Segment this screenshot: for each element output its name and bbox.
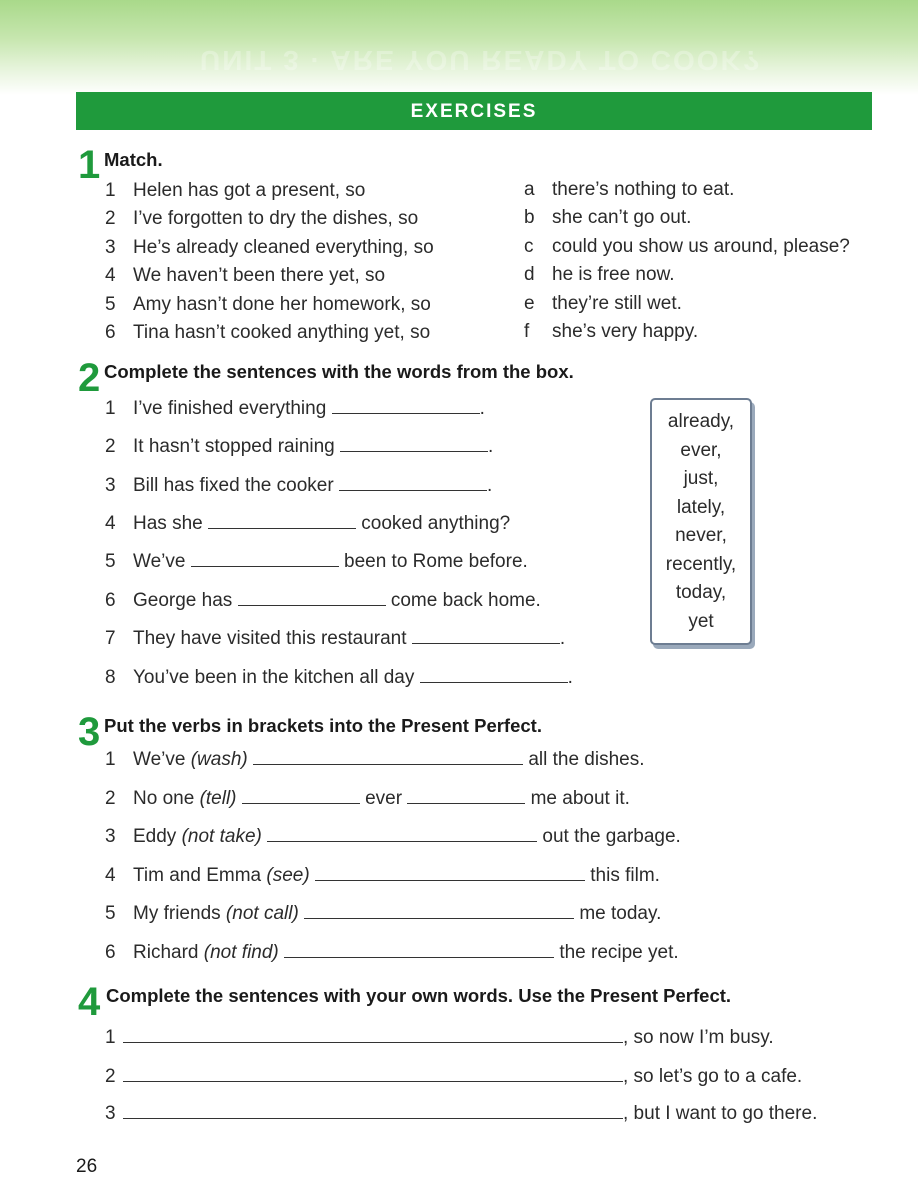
fill-in-sentence: They have visited this restaurant . — [133, 628, 566, 649]
exercise-1-title: Match. — [104, 149, 163, 170]
answer-blank[interactable] — [242, 789, 360, 804]
list-item-letter: a — [524, 179, 535, 200]
exercise-3-number: 3 — [78, 710, 101, 754]
verb-sentence: No one (tell) ever me about it. — [133, 788, 630, 809]
word-box-word: just, — [683, 468, 719, 489]
list-item-number: 3 — [105, 826, 116, 847]
list-item-number: 1 — [105, 749, 116, 770]
exercise-4-number: 4 — [78, 980, 101, 1024]
list-item-number: 3 — [105, 237, 116, 258]
answer-blank[interactable] — [267, 827, 537, 842]
list-item-number: 1 — [105, 1027, 116, 1048]
word-box-word: recently, — [665, 553, 737, 575]
open-sentence: , but I want to go there. — [123, 1103, 817, 1125]
match-left-item: We haven’t been there yet, so — [133, 265, 386, 286]
answer-blank[interactable] — [123, 1028, 623, 1043]
verb-sentence: Richard (not find) the recipe yet. — [133, 942, 679, 963]
fill-in-sentence: We’ve been to Rome before. — [133, 551, 528, 572]
answer-blank[interactable] — [420, 668, 568, 683]
list-item-number: 4 — [105, 265, 116, 286]
list-item-number: 6 — [105, 322, 116, 343]
answer-blank[interactable] — [284, 943, 554, 958]
answer-blank[interactable] — [123, 1104, 623, 1119]
word-box-word: today, — [675, 582, 727, 603]
exercise-2-number: 2 — [78, 356, 101, 400]
match-right-item: she’s very happy. — [552, 321, 699, 342]
word-box — [650, 398, 752, 645]
answer-blank[interactable] — [340, 437, 488, 452]
exercise-3-title: Put the verbs in brackets into the Present Perfect. — [104, 715, 542, 736]
list-item-number: 2 — [105, 208, 116, 229]
word-box-word: never, — [675, 525, 727, 546]
mirrored-bleed-through-heading: UNIT 3 · ARE YOU READY TO COOK? — [200, 45, 762, 76]
match-right-item: they’re still wet. — [552, 293, 682, 314]
match-right-item: could you show us around, please? — [552, 236, 850, 257]
list-item-number: 2 — [105, 1066, 116, 1087]
exercises-header: EXERCISES — [76, 92, 872, 130]
answer-blank[interactable] — [339, 476, 487, 491]
answer-blank[interactable] — [315, 866, 585, 881]
list-item-number: 1 — [105, 398, 116, 419]
match-right-item: there’s nothing to eat. — [552, 179, 735, 200]
fill-in-sentence: George has come back home. — [133, 590, 541, 611]
exercise-2-title: Complete the sentences with the words from the box. — [104, 361, 574, 382]
list-item-letter: f — [524, 321, 530, 342]
fill-in-sentence: You’ve been in the kitchen all day . — [133, 667, 573, 688]
fill-in-sentence: Bill has fixed the cooker . — [133, 475, 493, 496]
word-box-word: ever, — [680, 439, 722, 461]
fill-in-sentence: I’ve finished everything . — [133, 398, 485, 419]
list-item-number: 1 — [105, 180, 116, 201]
page-number: 26 — [76, 1156, 98, 1177]
list-item-letter: b — [524, 207, 535, 228]
list-item-number: 4 — [105, 513, 116, 534]
answer-blank[interactable] — [191, 552, 339, 567]
list-item-letter: e — [524, 293, 535, 314]
word-box-word: already, — [667, 411, 735, 432]
list-item-number: 3 — [105, 1103, 116, 1124]
word-box-word: yet — [688, 610, 714, 632]
verb-sentence: We’ve (wash) all the dishes. — [133, 749, 645, 770]
match-left-item: I’ve forgotten to dry the dishes, so — [133, 208, 419, 229]
list-item-number: 4 — [105, 865, 116, 886]
open-sentence: , so let’s go to a cafe. — [123, 1066, 802, 1088]
fill-in-sentence: Has she cooked anything? — [133, 513, 511, 534]
list-item-letter: c — [524, 236, 534, 257]
match-right-item: he is free now. — [552, 264, 675, 285]
answer-blank[interactable] — [123, 1067, 623, 1082]
answer-blank[interactable] — [208, 514, 356, 529]
match-left-item: Tina hasn’t cooked anything yet, so — [133, 322, 431, 343]
answer-blank[interactable] — [238, 591, 386, 606]
list-item-number: 2 — [105, 788, 116, 809]
fill-in-sentence: It hasn’t stopped raining . — [133, 436, 494, 457]
exercise-1-number: 1 — [78, 143, 101, 187]
answer-blank[interactable] — [304, 904, 574, 919]
match-left-item: Amy hasn’t done her homework, so — [133, 294, 431, 315]
exercise-4-title: Complete the sentences with your own words. Use the Present Perfect. — [106, 985, 732, 1006]
list-item-letter: d — [524, 264, 535, 285]
list-item-number: 7 — [105, 628, 116, 649]
list-item-number: 6 — [105, 590, 116, 611]
answer-blank[interactable] — [253, 750, 523, 765]
open-sentence: , so now I’m busy. — [123, 1027, 774, 1049]
list-item-number: 2 — [105, 436, 116, 457]
list-item-number: 5 — [105, 903, 116, 924]
list-item-number: 3 — [105, 475, 116, 496]
answer-blank[interactable] — [332, 399, 480, 414]
list-item-number: 6 — [105, 942, 116, 963]
verb-sentence: Tim and Emma (see) this film. — [133, 865, 660, 886]
match-left-item: Helen has got a present, so — [133, 180, 366, 201]
answer-blank[interactable] — [412, 629, 560, 644]
verb-sentence: Eddy (not take) out the garbage. — [133, 826, 681, 847]
answer-blank[interactable] — [407, 789, 525, 804]
word-box-word: lately, — [676, 496, 726, 518]
list-item-number: 5 — [105, 294, 116, 315]
match-left-item: He’s already cleaned everything, so — [133, 237, 434, 258]
list-item-number: 5 — [105, 551, 116, 572]
verb-sentence: My friends (not call) me today. — [133, 903, 662, 924]
list-item-number: 8 — [105, 667, 116, 688]
match-right-item: she can’t go out. — [552, 207, 692, 228]
